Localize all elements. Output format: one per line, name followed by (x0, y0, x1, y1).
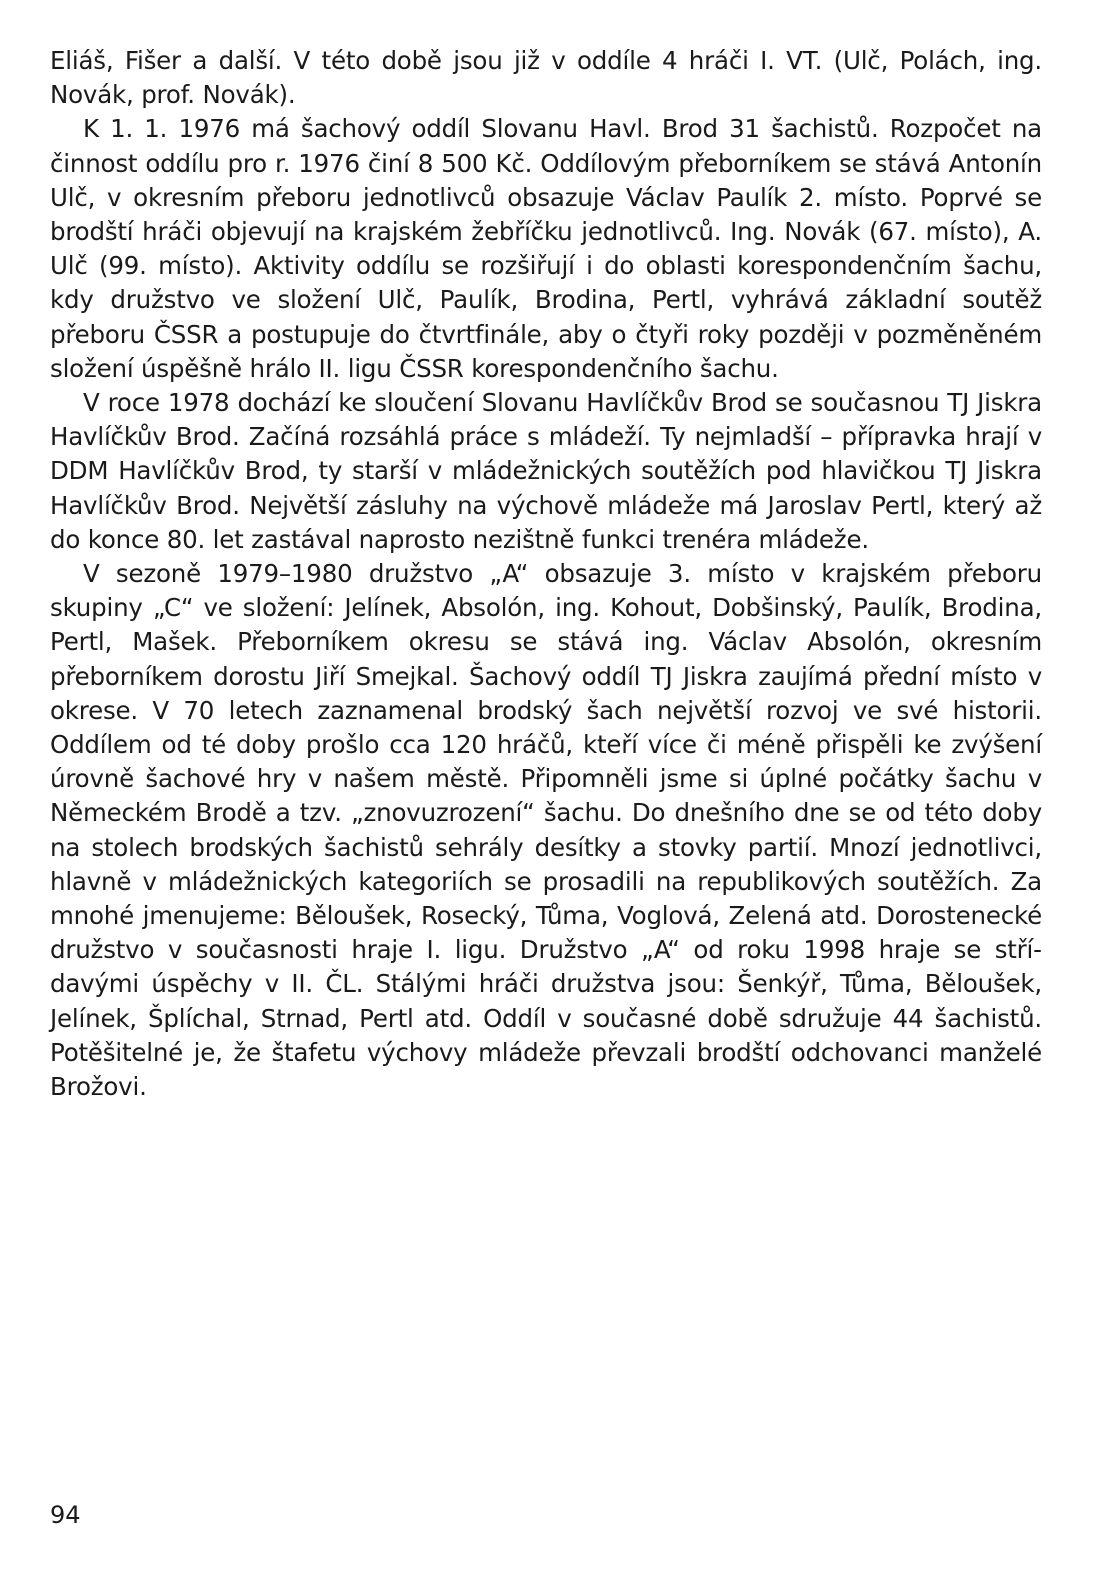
paragraph-1979-1980: V sezoně 1979–1980 družstvo „A“ obsazuje 3. místo v krajském přeboru skupiny „C“ ve složení: Jelínek, Absolón, ing. Kohout, Dobšinský, Paulík, Brodina, Pertl, Mašek. Přeborníkem okresu se stává ing. Václav Absolón, okresním přeborníkem dorostu Jiří Smejkal. Šachový oddíl TJ Jiskra zaujímá přední místo v okrese. V 70 letech zaznamenal brodský šach největší rozvoj ve své historii. Oddílem od té doby prošlo cca 120 hráčů, kteří více či méně přispěli ke zvýšení úrovně šachové hry v našem městě. Připomněli jsme si úplné počátky šachu v Německém Brodě a tzv. „znovuzrození“ šachu. Do dnešního dne se od této doby na stolech brodských šachistů sehrály desítky a stovky partií. Mnozí jednotlivci, hlavně v mládežnických kategoriích se prosadili na republikových soutěžích. Za mnohé jmenujeme: Běloušek, Rosecký, Tůma, Voglová, Zelená atd. Dorostenecké družstvo v současnosti hraje I. ligu. Družstvo „A“ od roku 1998 hraje se střídavými úspěchy v II. ČL. Stálými hráči družstva jsou: Šenkýř, Tůma, Běloušek, Jelínek, Šplíchal, Strnad, Pertl atd. Oddíl v současné době sdružuje 44 šachistů. Potěšitelné je, že štafetu výchovy mládeže převzali brodští odchovanci manželé Brožovi. (50, 559, 1042, 1102)
paragraph-1976: K 1. 1. 1976 má šachový oddíl Slovanu Havl. Brod 31 šachistů. Rozpočet na činnost oddílu pro r. 1976 činí 8 500 Kč. Oddílovým přeborníkem se stává Antonín Ulč, v okresním přeboru jednotlivců obsazuje Václav Paulík 2. místo. Poprvé se brodští hráči objevují na krajském žebříčku jednotlivců. Ing. Novák (67. místo), A. Ulč (99. místo). Aktivity oddílu se rozšiřují i do oblasti korespondenčním šachu, kdy družstvo ve složení Ulč, Paulík, Brodina, Pertl, vyhrává základní soutěž přeboru ČSSR a postupuje do čtvrtfinále, aby o čtyři roky později v pozměněném složení úspěšně hrálo II. ligu ČSSR korespondenčního šachu. (50, 114, 1042, 383)
paragraph-continuation: Eliáš, Fišer a další. V této době jsou již v oddíle 4 hráči I. VT. (Ulč, Polách, ing. Novák, prof. Novák). (50, 46, 1042, 110)
page-number: 94 (50, 1501, 81, 1529)
page-content (50, 44, 1042, 1104)
paragraph-1978: V roce 1978 dochází ke sloučení Slovanu Havlíčkův Brod se současnou TJ Jiskra Havlíčkův Brod. Začíná rozsáhlá práce s mládeží. Ty nejmladší – přípravka hrají v DDM Havlíčkův Brod, ty starší v mládežnických soutěžích pod hlavičkou TJ Jiskra Havlíčkův Brod. Největší zásluhy na výchově mládeže má Jaroslav Pertl, který až do konce 80. let zastával naprosto nezištně funkci trenéra mládeže. (50, 388, 1042, 554)
